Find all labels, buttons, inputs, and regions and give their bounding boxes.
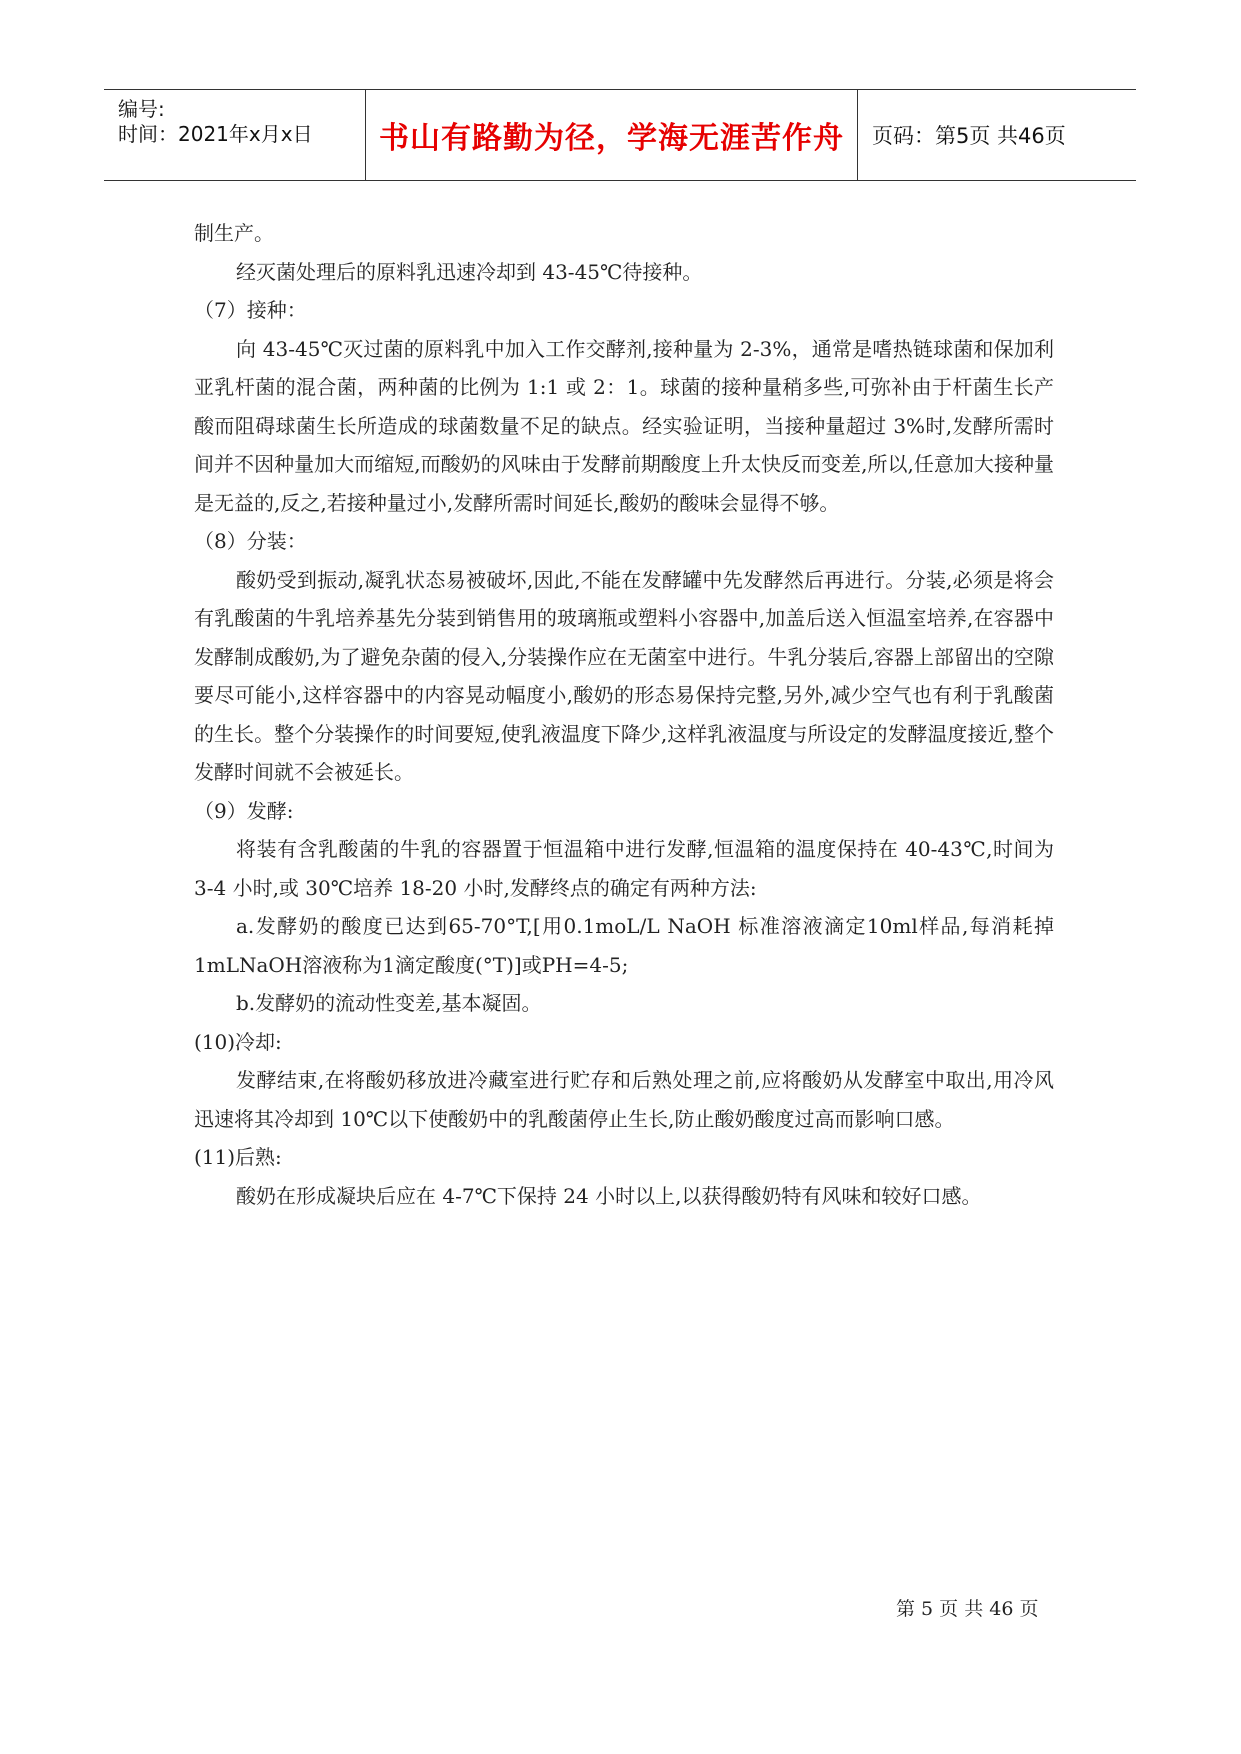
header-motto-cell — [366, 90, 858, 180]
paragraph: a.发酵奶的酸度已达到65-70°T,[用0.1moL/L NaOH 标准溶液滴定10ml样品,每消耗掉1mLNaOH溶液称为1滴定酸度(°T)]或PH=4-5; — [194, 914, 1054, 977]
header-page-cell — [858, 90, 1136, 180]
header-motto: 书山有路勤为径，学海无涯苦作舟 — [379, 121, 844, 156]
section-heading: (11)后熟: — [194, 1145, 282, 1169]
page-footer — [896, 1594, 1038, 1621]
section-heading: （9）发酵: — [194, 798, 294, 823]
paragraph: 酸奶在形成凝块后应在 4-7℃下保持 24 小时以上,以获得酸奶特有风味和较好口感。 — [236, 1183, 982, 1208]
document-number-label: 编号: — [118, 97, 165, 121]
paragraph: 发酵结束,在将酸奶移放进冷藏室进行贮存和后熟处理之前,应将酸奶从发酵室中取出,用冷风迅速将其冷却到 10℃以下使酸奶中的乳酸菌停止生长,防止酸奶酸度过高而影响口感。 — [194, 1068, 1054, 1131]
paragraph: b.发酵奶的流动性变差,基本凝固。 — [236, 991, 542, 1015]
header-page-code: 页码：第5页 共46页 — [872, 124, 1066, 148]
paragraph: 经灭菌处理后的原料乳迅速冷却到 43-45℃待接种。 — [236, 259, 703, 284]
header-meta-cell — [104, 90, 366, 180]
document-body — [194, 214, 1054, 1215]
paragraph: 向 43-45℃灭过菌的原料乳中加入工作交酵剂,接种量为 2-3%，通常是嗜热链球菌和保加利亚乳杆菌的混合菌，两种菌的比例为 1:1 或 2：1。球菌的接种量稍多些,可弥补由于杆菌生长产酸而阻碍球菌生长所造成的球菌数量不足的缺点。经实验证明，当接种量超过 3%时,发酵所需时间并不因种量加大而缩短,而酸奶的风味由于发酵前期酸度上升太快反而变差,所以,任意加大接种量是无益的,反之,若接种量过小,发酵所需时间延长,酸奶的酸味会显得不够。 — [194, 336, 1054, 515]
footer-page-number: 第 5 页 共 46 页 — [896, 1598, 1039, 1620]
paragraph: 将装有含乳酸菌的牛乳的容器置于恒温箱中进行发酵,恒温箱的温度保持在 40-43℃,时间为 3-4 小时,或 30℃培养 18-20 小时,发酵终点的确定有两种方法: — [194, 837, 1054, 900]
document-time-label: 时间：2021年x月x日 — [118, 122, 313, 146]
section-heading: (10)冷却: — [194, 1029, 282, 1054]
section-heading: （7）接种： — [194, 298, 307, 322]
paragraph: 制生产。 — [194, 221, 274, 245]
section-heading: （8）分装： — [194, 529, 307, 553]
page-header — [104, 89, 1136, 181]
paragraph: 酸奶受到振动,凝乳状态易被破坏,因此,不能在发酵罐中先发酵然后再进行。分装,必须是将会有乳酸菌的牛乳培养基先分装到销售用的玻璃瓶或塑料小容器中,加盖后送入恒温室培养,在容器中发酵制成酸奶,为了避免杂菌的侵入,分装操作应在无菌室中进行。牛乳分装后,容器上部留出的空隙要尽可能小,这样容器中的内容晃动幅度小,酸奶的形态易保持完整,另外,减少空气也有利于乳酸菌的生长。整个分装操作的时间要短,使乳液温度下降少,这样乳液温度与所设定的发酵温度接近,整个发酵时间就不会被延长。 — [194, 567, 1054, 784]
